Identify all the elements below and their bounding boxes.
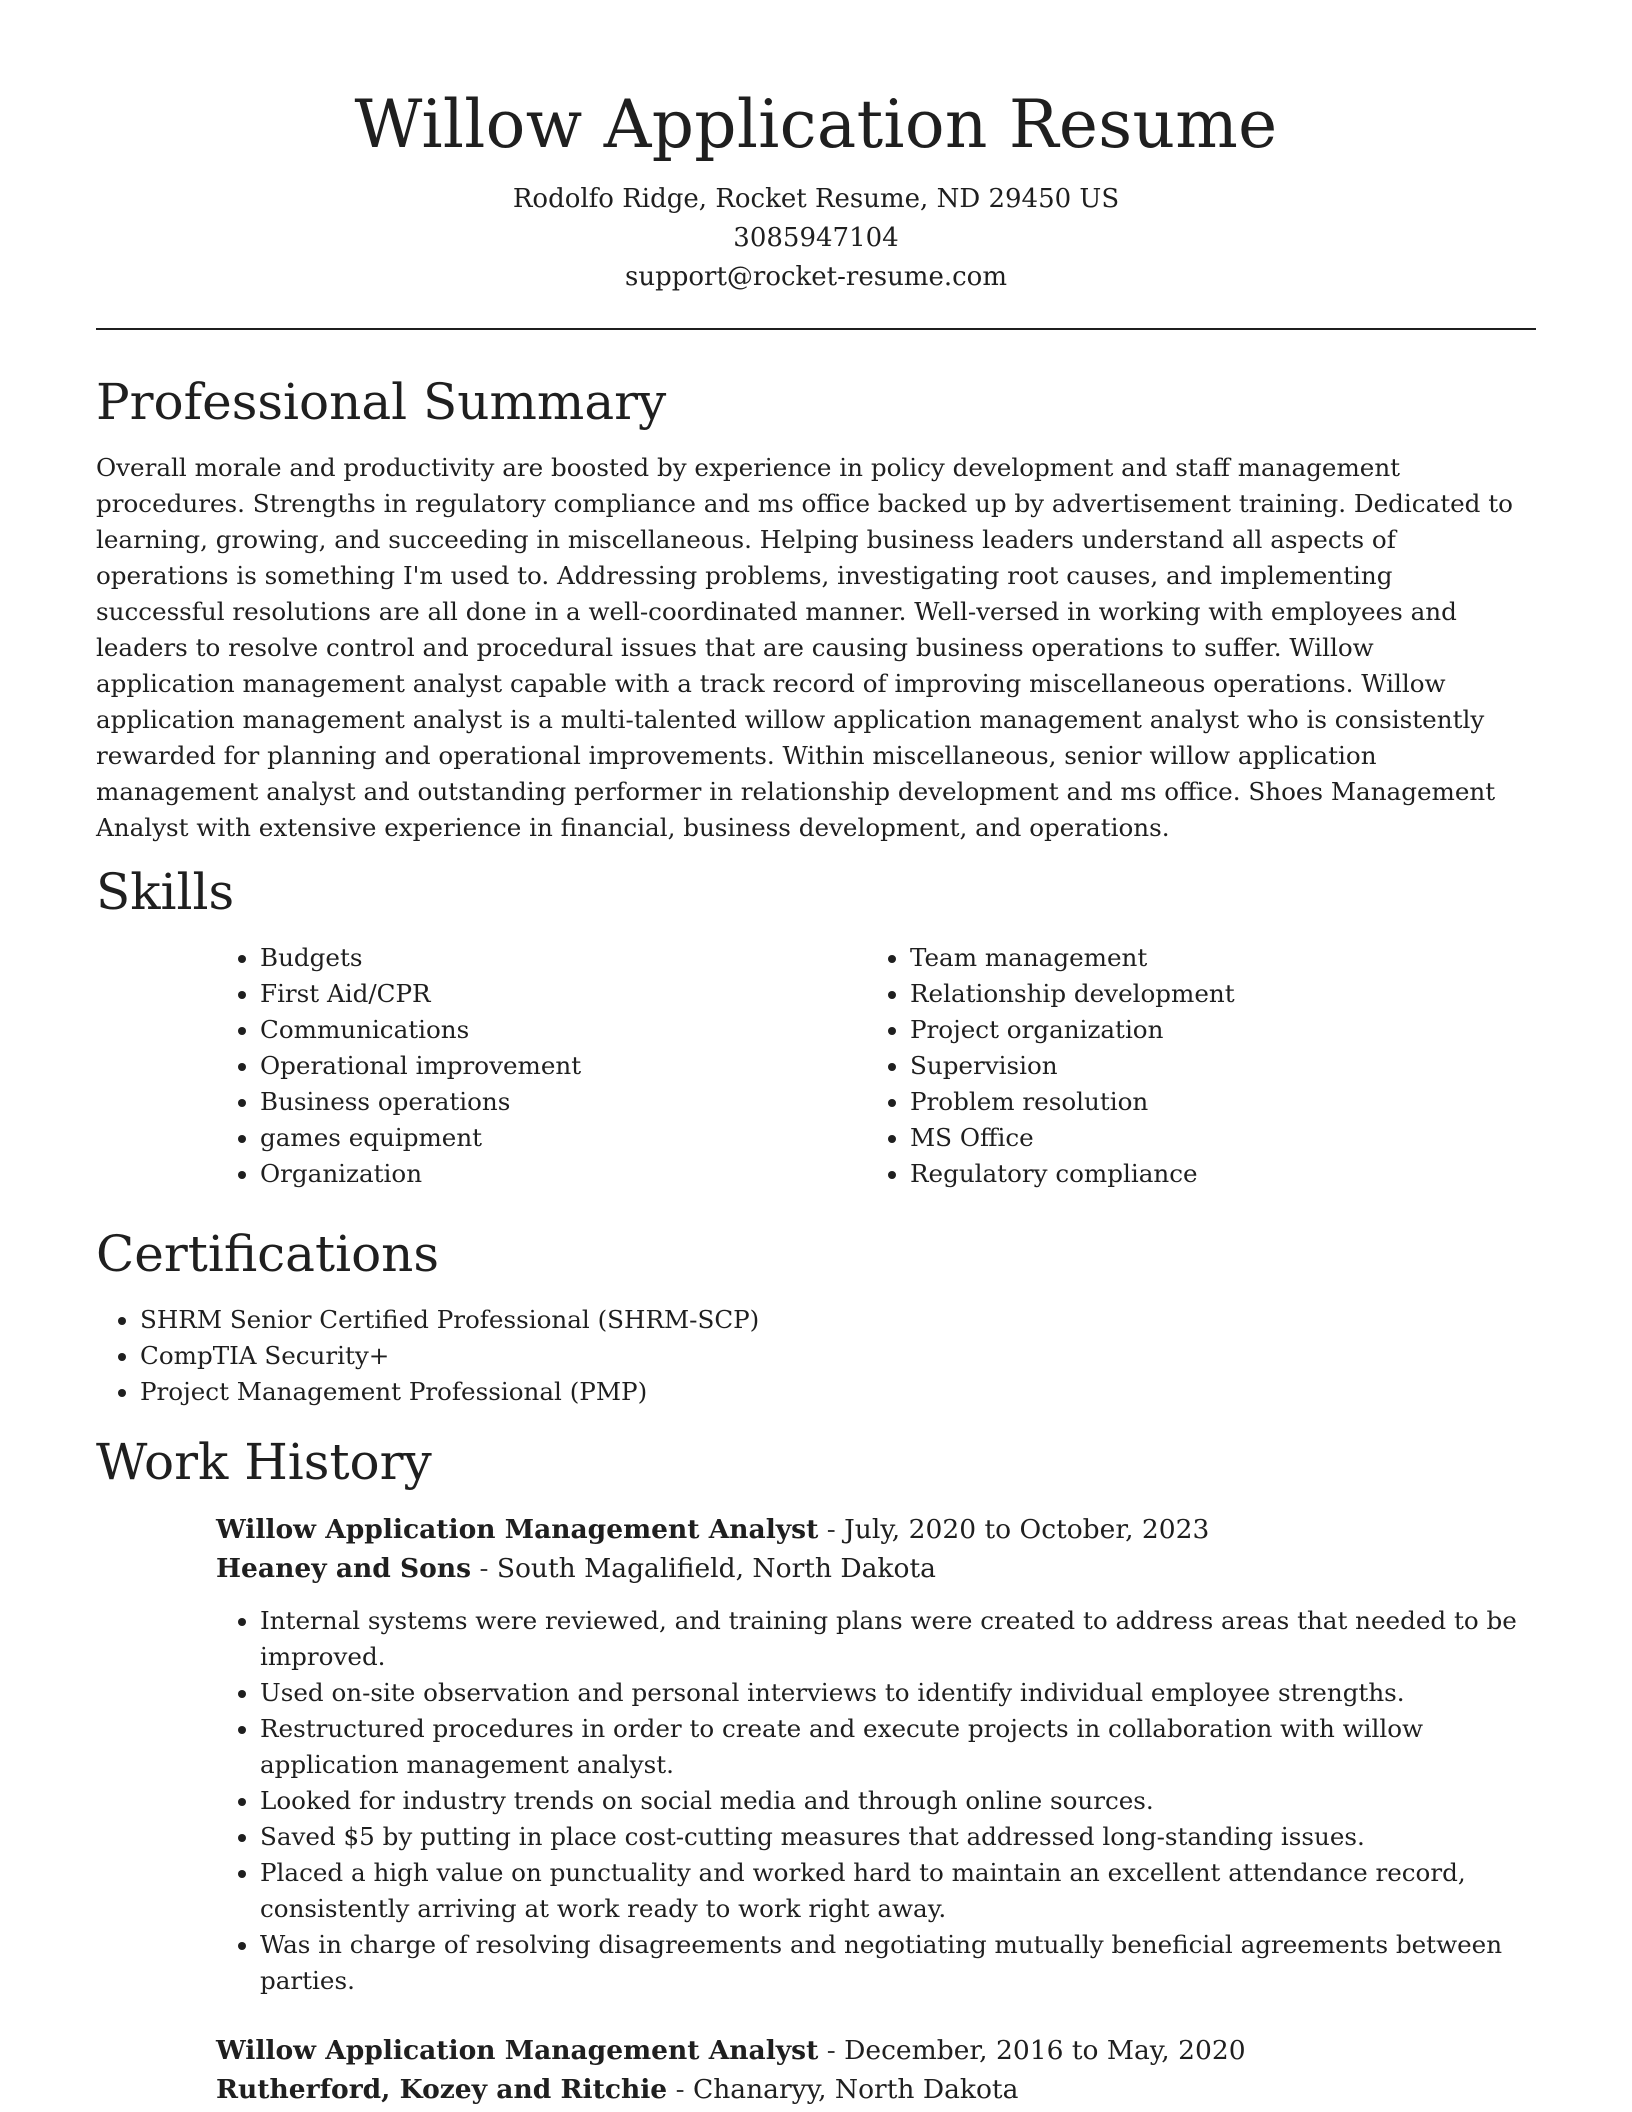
- skill-item: • Communications: [260, 1012, 866, 1048]
- skill-item: • MS Office: [910, 1120, 1516, 1156]
- job-separator: -: [818, 1514, 845, 1545]
- job-title: Willow Application Management Analyst: [216, 2035, 819, 2066]
- job-separator: -: [667, 2074, 693, 2105]
- job-duty-item: • Restructured procedures in order to create and execute projects in collaboration with willow application management analyst.: [260, 1711, 1536, 1783]
- job-duty-item: • Looked for industry trends on social media and through online sources.: [260, 1783, 1536, 1819]
- job-duty-item: • Internal systems were reviewed, and training plans were created to address areas that needed to be improved.: [260, 1603, 1536, 1675]
- contact-address: Rodolfo Ridge, Rocket Resume, ND 29450 US: [512, 184, 1120, 214]
- job-entry: [216, 1510, 1536, 1999]
- job-dates: July, 2020 to October, 2023: [844, 1514, 1210, 1545]
- job-entry: [216, 2031, 1536, 2109]
- job-title-line: [216, 1510, 1536, 1549]
- skill-item: • First Aid/CPR: [260, 976, 866, 1012]
- certifications-list: [96, 1302, 1536, 1410]
- job-location: South Magalifield, North Dakota: [496, 1553, 936, 1584]
- job-company: Rutherford, Kozey and Ritchie: [216, 2074, 668, 2105]
- job-duty-item: • Was in charge of resolving disagreements and negotiating mutually beneficial agreements between parties.: [260, 1927, 1536, 1999]
- certification-item: • CompTIA Security+: [140, 1338, 1536, 1374]
- job-company: Heaney and Sons: [216, 1553, 472, 1584]
- job-duty-item: • Placed a high value on punctuality and worked hard to maintain an excellent attendance record, consistently arriving at work ready to work right away.: [260, 1855, 1536, 1927]
- skill-item: • Organization: [260, 1156, 866, 1192]
- job-title-line: [216, 2031, 1536, 2070]
- skill-item: • Team management: [910, 940, 1516, 976]
- certifications-section: [96, 1224, 1536, 1410]
- section-heading-work-history: Work History: [96, 1433, 432, 1491]
- skill-item: • Supervision: [910, 1048, 1516, 1084]
- certification-item: • Project Management Professional (PMP): [140, 1374, 1536, 1410]
- job-dates: December, 2016 to May, 2020: [844, 2035, 1246, 2066]
- contact-phone: 3085947104: [733, 223, 899, 253]
- job-separator: -: [818, 2035, 845, 2066]
- job-company-line: [216, 2070, 1536, 2109]
- job-duty-item: • Saved $5 by putting in place cost-cutting measures that addressed long-standing issues.: [260, 1819, 1536, 1855]
- professional-summary-section: [96, 372, 1536, 846]
- skills-column-right: [866, 940, 1516, 1192]
- resume-header: [96, 0, 1536, 297]
- skills-columns: [216, 940, 1536, 1192]
- contact-email: support@rocket-resume.com: [624, 262, 1007, 292]
- skill-item: • games equipment: [260, 1120, 866, 1156]
- section-heading-summary: Professional Summary: [96, 373, 667, 431]
- summary-paragraph: Overall morale and productivity are boosted by experience in policy development and staff management procedures. Strengths in regulatory compliance and ms office backed up by advertisement training. Dedicated to learning, growing, and succeeding in miscellaneous. Helping business leaders understand all aspects of operations is something I'm used to. Addressing problems, investigating root causes, and implementing successful resolutions are all done in a well-coordinated manner. Well-versed in working with employees and leaders to resolve control and procedural issues that are causing business operations to suffer. Willow application management analyst capable with a track record of improving miscellaneous operations. Willow application management analyst is a multi-talented willow application management analyst who is consistently rewarded for planning and operational improvements. Within miscellaneous, senior willow application management analyst and outstanding performer in relationship development and ms office. Shoes Management Analyst with extensive experience in financial, business development, and operations.: [96, 453, 1513, 842]
- job-separator: -: [471, 1553, 497, 1584]
- section-heading-skills: Skills: [96, 863, 235, 921]
- certification-item: • SHRM Senior Certified Professional (SHRM-SCP): [140, 1302, 1536, 1338]
- header-divider: [96, 328, 1536, 330]
- resume-title: Willow Application Resume: [354, 86, 1278, 163]
- skills-column-left: [216, 940, 866, 1192]
- skill-item: • Project organization: [910, 1012, 1516, 1048]
- job-location: Chanaryy, North Dakota: [692, 2074, 1019, 2105]
- skill-item: • Regulatory compliance: [910, 1156, 1516, 1192]
- work-history-section: [96, 1432, 1536, 2109]
- skill-item: • Operational improvement: [260, 1048, 866, 1084]
- skill-item: • Problem resolution: [910, 1084, 1516, 1120]
- job-duties-list: [216, 1603, 1536, 1999]
- contact-block: [96, 180, 1536, 297]
- skills-section: [96, 862, 1536, 1192]
- resume-page: [96, 0, 1536, 2109]
- section-heading-certifications: Certifications: [96, 1225, 440, 1283]
- skill-item: • Business operations: [260, 1084, 866, 1120]
- skill-item: • Relationship development: [910, 976, 1516, 1012]
- job-title: Willow Application Management Analyst: [216, 1514, 819, 1545]
- job-company-line: [216, 1549, 1536, 1588]
- skill-item: • Budgets: [260, 940, 866, 976]
- job-duty-item: • Used on-site observation and personal interviews to identify individual employee strengths.: [260, 1675, 1536, 1711]
